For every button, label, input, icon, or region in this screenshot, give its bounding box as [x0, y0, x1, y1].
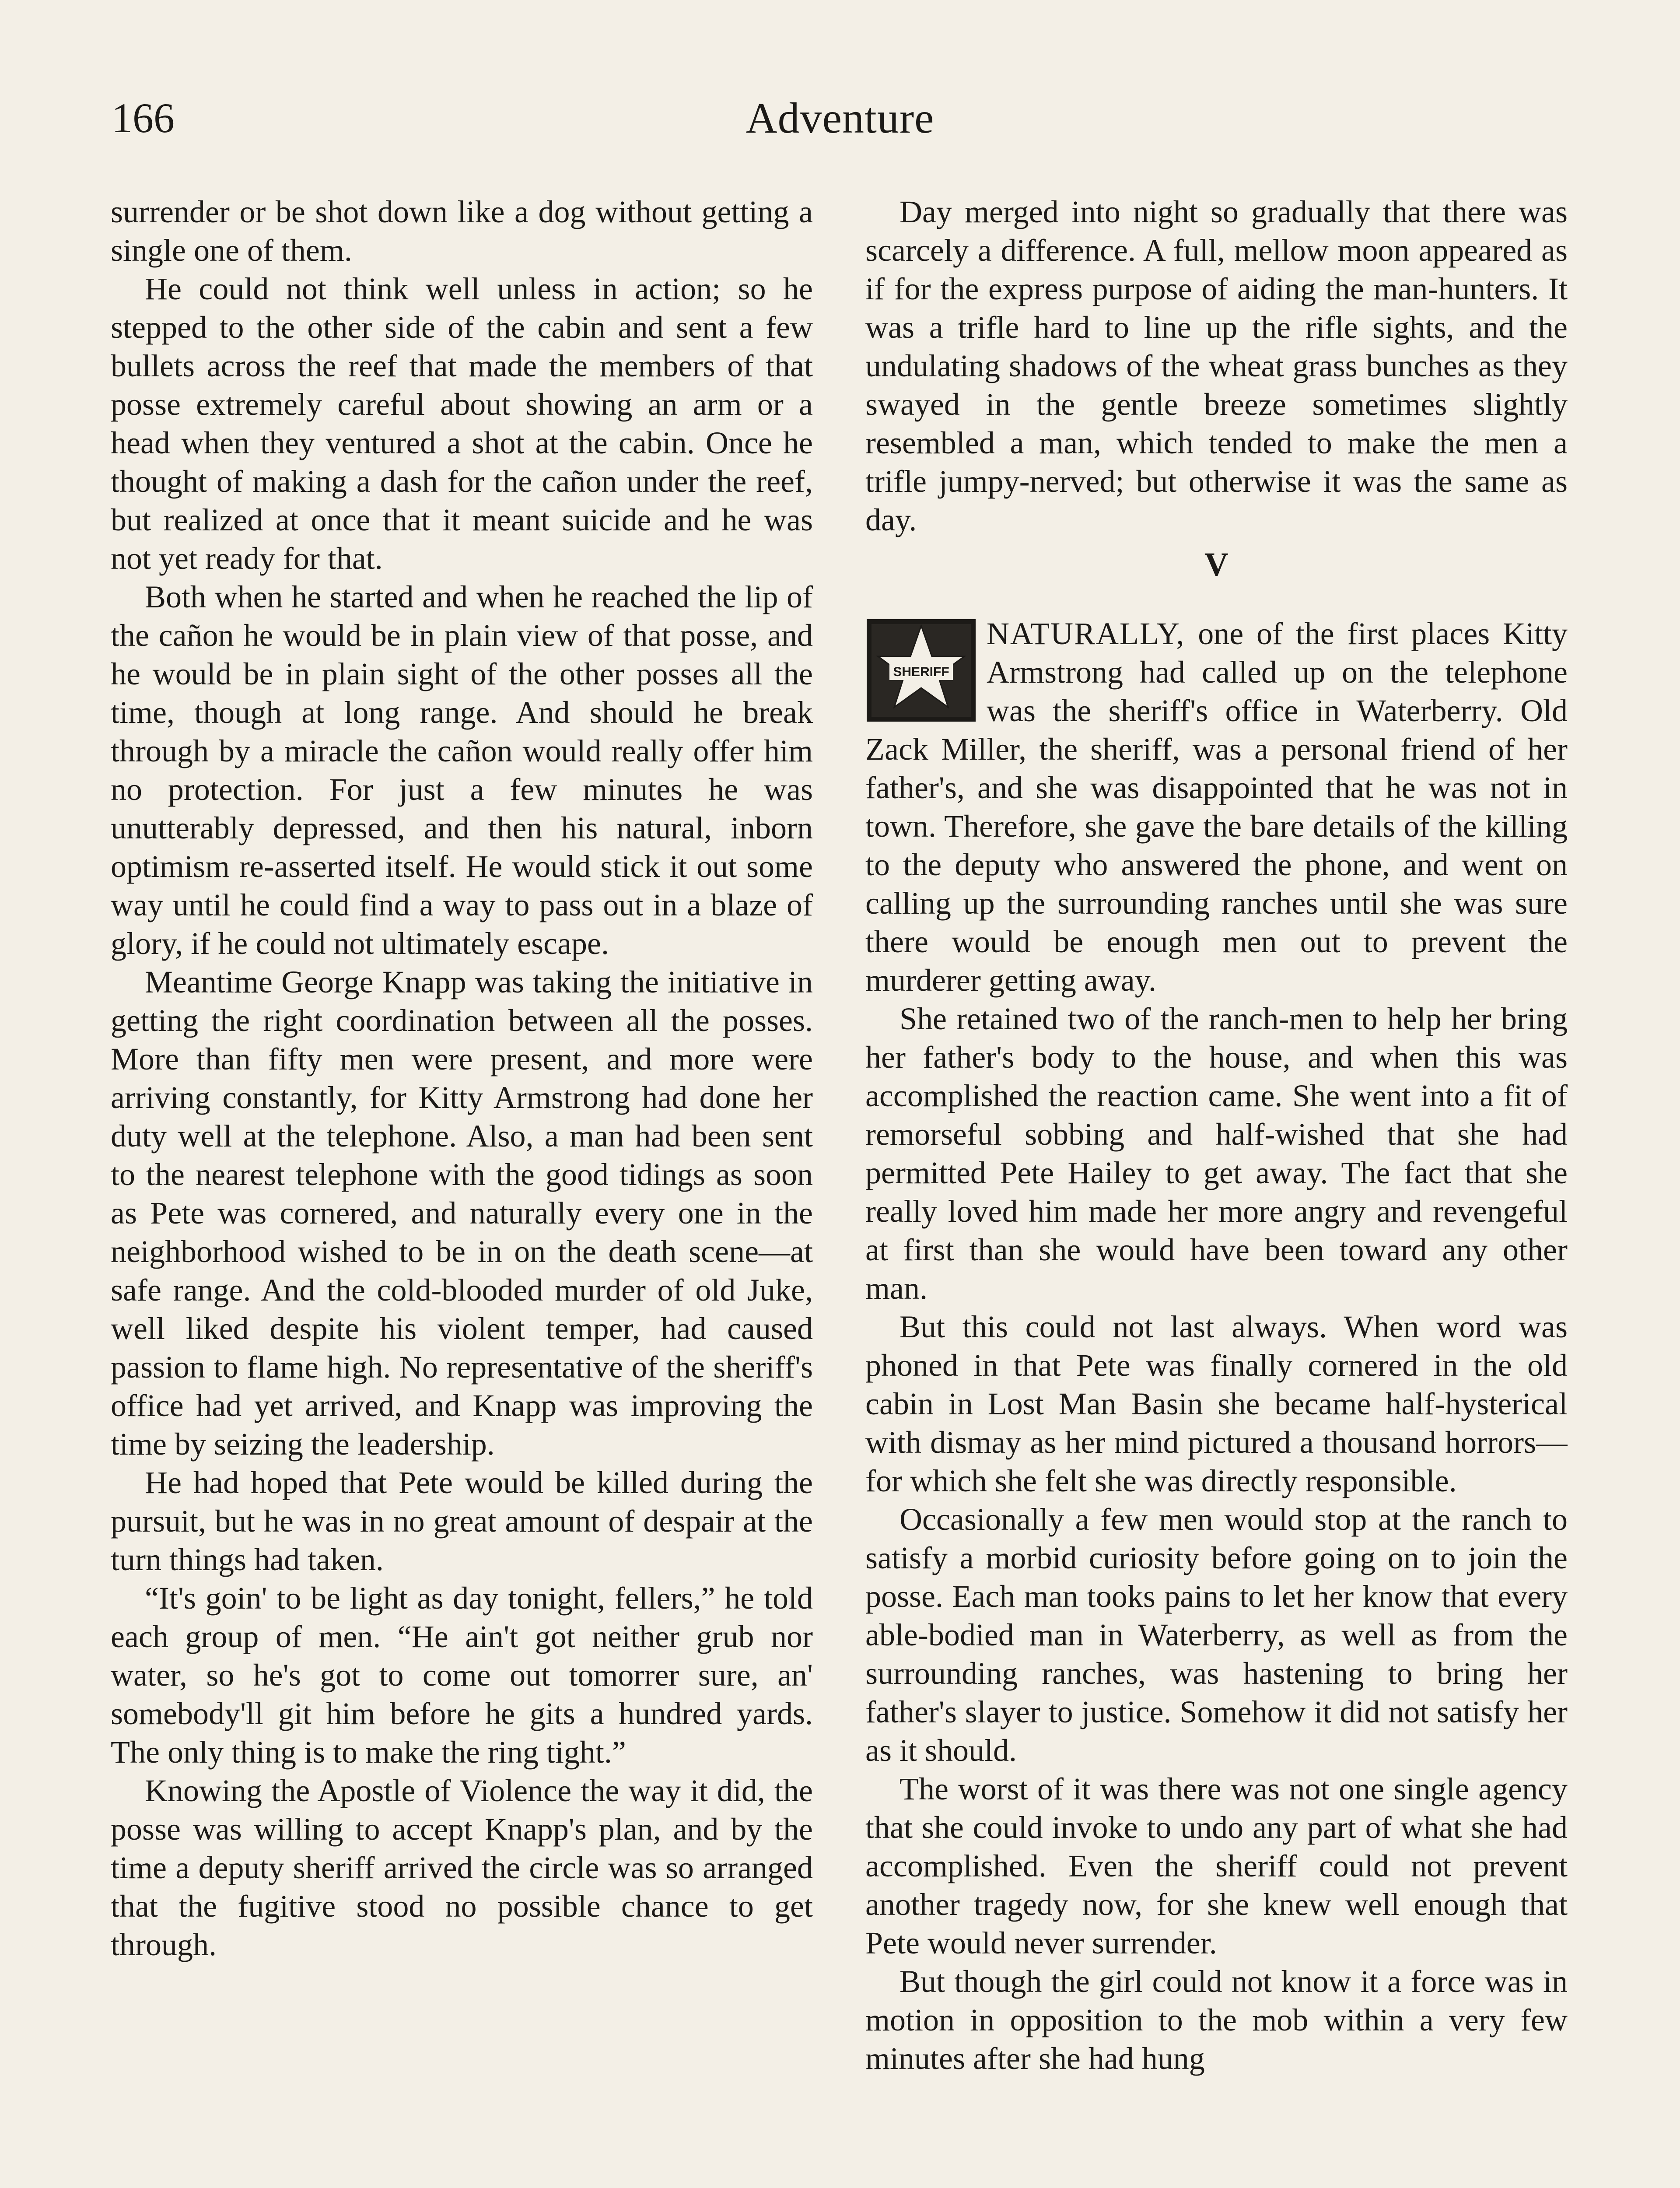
page-header	[112, 92, 1568, 158]
paragraph: Meantime George Knapp was taking the initiative in getting the right coordination between all the posses. More than fifty men were present, and more were arriving constantly, for Kitty Armstrong had done her duty well at the telephone. Also, a man had been sent to the nearest telephone with the good tidings as soon as Pete was cornered, and naturally every one in the neighborhood wished to be in on the death scene—at safe range. And the cold-blooded murder of old Juke, well liked despite his violent temper, had caused passion to flame high. No representative of the sheriff's office had yet arrived, and Knapp was improving the time by seizing the leadership.	[111, 964, 813, 1462]
page-number: 166	[112, 95, 175, 141]
paragraph: Both when he started and when he reached the lip of the cañon he would be in plain view of that posse, and he would be in plain sight of the other posses all the time, though at long range. And should he break through by a miracle the cañon would really offer him no protection. For just a few minutes he was unutterably depressed, and then his natural, inborn optimism re-asserted itself. He would stick it out some way until he could find a way to pass out in a blaze of glory, if he could not ultimately escape.	[111, 579, 813, 961]
paragraph: Knowing the Apostle of Violence the way it did, the posse was willing to accept Knapp's plan, and by the time a deputy sheriff arrived the circle was so arranged that the fugitive stood no possible chance to get through.	[111, 1773, 813, 1962]
paragraph: Day merged into night so gradually that there was scarcely a difference. A full, mellow moon appeared as if for the express purpose of aiding the man-hunters. It was a trifle hard to line up the rifle sights, and the undulating shadows of the wheat grass bunches as they swayed in the gentle breeze sometimes slightly resembled a man, which tended to make the men a trifle jumpy-nerved; but otherwise it was the same as day.	[865, 194, 1568, 537]
paragraph: But this could not last always. When word was phoned in that Pete was finally cornered in the old cabin in Lost Man Basin she became half-hysterical with dismay as her mind pictured a thousand horrors—for which she felt she was directly responsible.	[865, 1309, 1568, 1498]
paragraph: Occasionally a few men would stop at the ranch to satisfy a morbid curiosity before going on to join the posse. Each man tooks pains to let her know that every able-bodied man in Waterberry, as well as from the surrounding ranches, was hastening to bring her father's slayer to justice. Somehow it did not satisfy her as it should.	[865, 1502, 1568, 1768]
running-title: Adventure	[746, 94, 934, 142]
paragraph: The worst of it was there was not one single agency that she could invoke to undo any part of what she had accomplished. Even the sheriff could not prevent another tragedy now, for she knew well enough that Pete would never surrender.	[865, 1771, 1568, 1960]
right-column	[865, 193, 1568, 2188]
paragraph: “It's goin' to be light as day tonight, fellers,” he told each group of men. “He ain't got neither grub nor water, so he's got to come out tomorrer sure, an' somebody'll git him before he gits a hundred yards. The only thing is to make the ring tight.”	[111, 1581, 813, 1770]
sheriff-badge-label: SHERIFF	[893, 665, 949, 679]
paragraph: He had hoped that Pete would be killed during the pursuit, but he was in no great amount of despair at the turn things had taken.	[111, 1465, 813, 1577]
section-heading: V	[1204, 546, 1228, 583]
sheriff-star-badge-icon	[865, 618, 977, 723]
paragraph: He could not think well unless in action; so he stepped to the other side of the cabin and sent a few bullets across the reef that made the members of that posse extremely careful about showing an arm or a head when they ventured a shot at the cabin. Once he thought of making a dash for the cañon under the reef, but realized at once that it meant suicide and he was not yet ready for that.	[111, 271, 813, 576]
paragraph: surrender or be shot down like a dog without getting a single one of them.	[111, 194, 813, 268]
left-column	[111, 193, 813, 2188]
paragraph: But though the girl could not know it a force was in motion in opposition to the mob within a very few minutes after she had hung	[865, 1964, 1568, 2076]
paragraph: She retained two of the ranch-men to help her bring her father's body to the house, and when this was accomplished the reaction came. She went into a fit of remorseful sobbing and half-wished that she had permitted Pete Hailey to get away. The fact that she really loved him made her more angry and revengeful at first than she would have been toward any other man.	[865, 1001, 1568, 1306]
section-first-paragraph-text: one of the first places Kitty Armstrong had called up on the telephone was the sheriff's office in Waterberry. Old Zack Miller, the sheriff, was a personal friend of her father's, and she was disappointed that he was not in town. Therefore, she gave the bare details of the killing to the deputy who answered the phone, and went on calling up the surrounding ranches until she was sure there would be enough men out to prevent the murderer getting away.	[865, 616, 1568, 998]
section-first-paragraph	[865, 614, 1568, 999]
section-lead-word: NATURALLY,	[987, 616, 1185, 651]
